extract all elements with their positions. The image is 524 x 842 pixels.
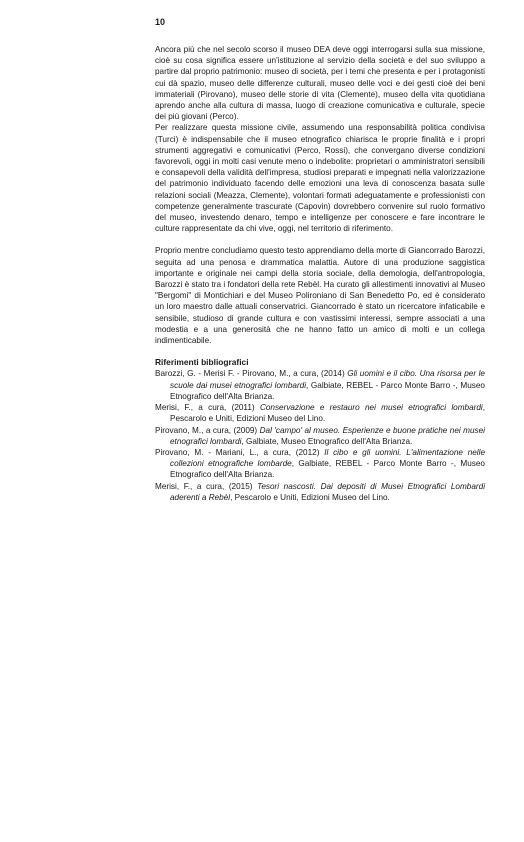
reference-item <box>155 447 485 481</box>
reference-publisher: , Pescarolo e Uniti, Edizioni Museo del Lino. <box>170 403 486 424</box>
reference-publisher: , Galbiate, Museo Etnografico dell'Alta Brianza. <box>241 436 413 446</box>
reference-title: Tesori nascosti. Dai depositi di Musei Etnografici Lombardi aderenti a Rebèl <box>170 481 486 502</box>
reference-publisher: , Galbiate, REBEL - Parco Monte Barro -, Museo Etnografico dell'Alta Brianza. <box>170 459 485 480</box>
reference-item <box>155 425 485 447</box>
reference-authors: Pirovano, M. - Mariani, L., a cura, (2012) <box>155 447 325 457</box>
reference-authors: Pirovano, M., a cura, (2009) <box>155 425 260 435</box>
body-text <box>155 44 485 503</box>
references-heading: Riferimenti bibliografici <box>155 357 249 368</box>
paragraph-mission: Ancora più che nel secolo scorso il museo DEA deve oggi interrogarsi sulla sua missione, cioè su cosa significa essere un'istituzione al servizio della società e del suo sviluppo a partire dal proprio patrimonio: museo di società, per i temi che presenta e per i protagonisti cui dà spazio, museo delle differenze culturali, museo delle voci e dei gesti cioè dei beni immateriali (Pirovano), museo delle storie di vita (Clemente), museo della vita quotidiana aprendo anche alla cultura di massa, luogo di creazione comunicativa e culturale, specie dei più giovani (Perco). <box>155 45 485 122</box>
reference-authors: Merisi, F., a cura, (2015) <box>155 481 258 491</box>
reference-publisher: , Galbiate, REBEL - Parco Monte Barro -, Museo Etnografico dell'Alta Brianza. <box>170 380 485 401</box>
reference-item <box>155 368 485 402</box>
reference-title: Gli uomini e il cibo. Una risorsa per le scuole dai musei etnografici lombardi <box>170 369 485 390</box>
paragraph-civil-mission: Per realizzare questa missione civile, assumendo una responsabilità politica condivisa (Turci) è indispensabile che il museo etnografico chiarisca le proprie finalità e i propri strumenti aggregativi e comunicativi (Perco, Rossi), che convergano diverse condizioni favorevoli, oggi in molti casi venute meno o indebolite: proprietari o amministratori sensibili e consapevoli della validità dell'impresa, studiosi preparati e impegnati nella valorizzazione del patrimonio individuato facendo delle emozioni una leva di conoscenza basata sulle relazioni sociali (Meazza, Clemente), volontari formati adeguatamente e professionisti con competenze generalmente trascurate (Capovin) dovrebbero convenire sul ruolo formativo del museo, investendo denaro, tempo e intelligenze per conoscere e fare incontrare le culture rappresentate da chi vive, oggi, nel territorio di riferimento. <box>155 123 485 234</box>
paragraph-barozzi: Proprio mentre concludiamo questo testo apprendiamo della morte di Giancorrado Barozzi, seguita ad una penosa e drammatica malattia. Autore di una produzione saggistica importante e originale nei campi della storia sociale, della demologia, dell'antropologia, Barozzi è stato tra i fondatori della rete Rebèl. Ha curato gli allestimenti innovativi al Museo "Bergomi" di Montichiari e del Museo Polironiano di San Benedetto Po, ed è considerato un loro maestro dalle attuali conservatrici. Giancorrado è stato un ricercatore infaticabile e sensibile, studioso di grande cultura e con vastissimi interessi, sempre associati a una modestia e a una generosità che ne hanno fatto un amico di molti e un collega indimenticabile. <box>155 246 485 346</box>
reference-authors: Barozzi, G. - Merisi F. - Pirovano, M., a cura, (2014) <box>155 369 348 379</box>
reference-title: Il cibo e gli uomini. L'alimentazione nelle collezioni etnografiche lombarde <box>170 447 485 469</box>
reference-authors: Merisi, F., a cura, (2011) <box>155 403 260 413</box>
reference-title: Conservazione e restauro nei musei etnografici lombardi <box>259 403 483 413</box>
page-number: 10 <box>155 17 166 27</box>
references-list <box>155 368 485 502</box>
reference-title: Dal 'campo' al museo. Esperienze e buone pratiche nei musei etnografici lombardi <box>170 425 485 446</box>
reference-item <box>155 481 485 503</box>
reference-item <box>155 402 485 424</box>
reference-publisher: , Pescarolo e Uniti, Edizioni Museo del Lino. <box>230 492 390 502</box>
